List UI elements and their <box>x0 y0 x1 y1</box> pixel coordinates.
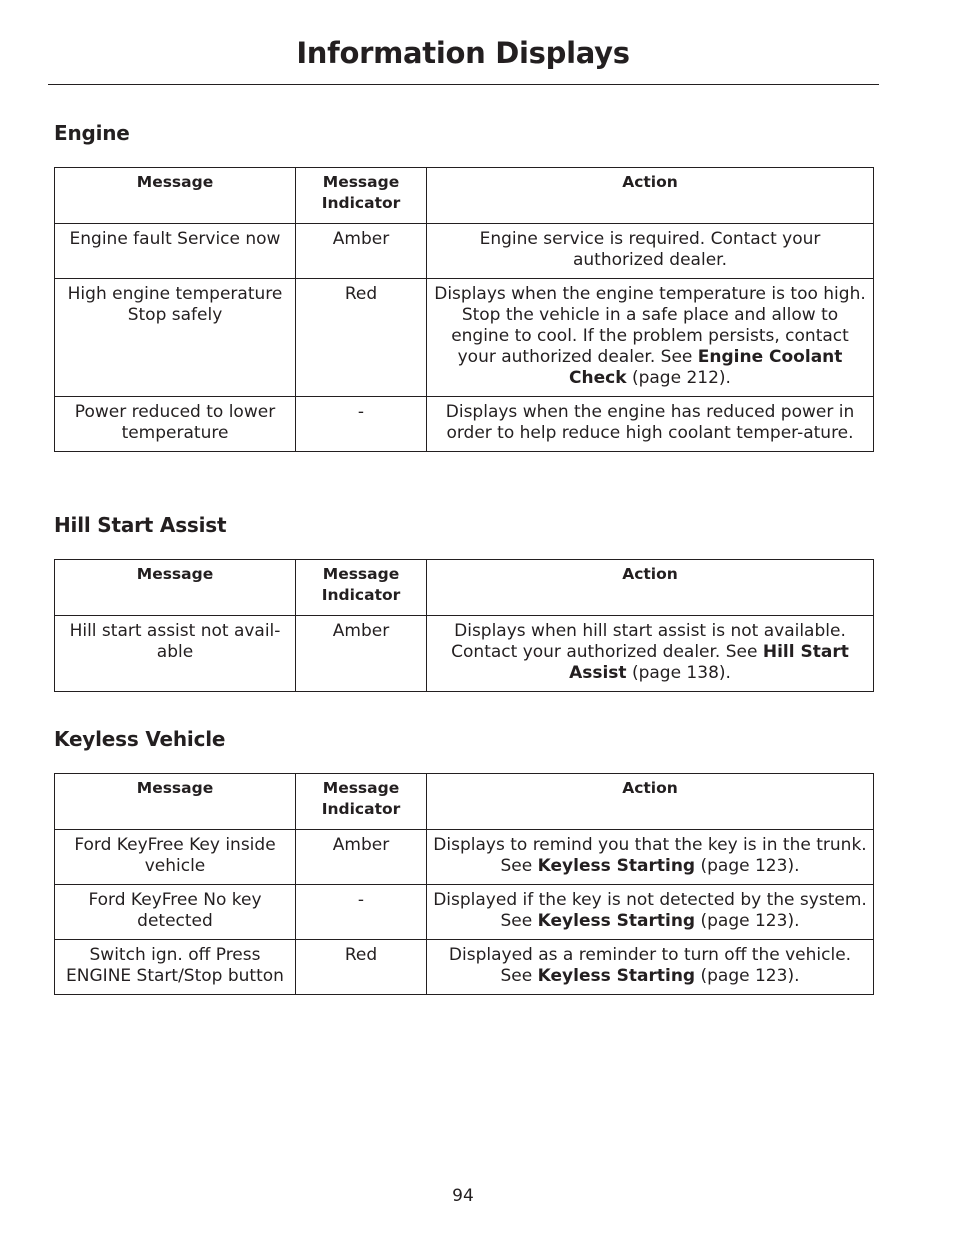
page-reference: (page 123). <box>700 911 800 931</box>
header-indicator: Message Indicator <box>296 560 427 616</box>
cross-reference-link[interactable]: Keyless Starting <box>537 856 696 876</box>
header-message: Message <box>55 774 296 830</box>
section-heading-engine: Engine <box>54 121 130 145</box>
title-divider <box>48 84 879 85</box>
action-cell <box>427 885 874 940</box>
message-cell: Ford KeyFree Key inside vehicle <box>55 830 296 885</box>
message-cell: Hill start assist not avail-able <box>55 616 296 692</box>
indicator-cell: Red <box>296 940 427 995</box>
table-row <box>55 279 874 397</box>
action-text: Displayed as a reminder to turn off the vehicle. See <box>448 945 852 986</box>
section-heading-hill-start-assist: Hill Start Assist <box>54 513 227 537</box>
table-header-row <box>55 168 874 224</box>
header-action: Action <box>427 168 874 224</box>
indicator-cell: - <box>296 885 427 940</box>
section-heading-keyless-vehicle: Keyless Vehicle <box>54 727 226 751</box>
cross-reference-link[interactable]: Hill Start Assist <box>569 642 849 683</box>
action-text: Displays to remind you that the key is in the trunk. See <box>433 835 867 876</box>
header-message: Message <box>55 168 296 224</box>
indicator-cell: Amber <box>296 224 427 279</box>
page-reference: (page 123). <box>700 856 800 876</box>
action-cell <box>427 279 874 397</box>
indicator-cell: Amber <box>296 616 427 692</box>
table-row <box>55 397 874 452</box>
engine-message-table <box>54 167 874 452</box>
table-row <box>55 224 874 279</box>
header-message: Message <box>55 560 296 616</box>
page-title: Information Displays <box>296 36 630 70</box>
action-text: Displays when the engine temperature is too high. Stop the vehicle in a safe place and allow to engine to cool. If the problem persists, contact your authorized dealer. See <box>434 284 866 367</box>
action-text: Displayed if the key is not detected by the system. See <box>433 890 867 931</box>
header-action: Action <box>427 560 874 616</box>
message-cell: Power reduced to lower temperature <box>55 397 296 452</box>
hill-start-assist-message-table <box>54 559 874 692</box>
message-cell: Switch ign. off Press ENGINE Start/Stop button <box>55 940 296 995</box>
cross-reference-link[interactable]: Keyless Starting <box>537 966 696 986</box>
page-number: 94 <box>452 1186 474 1206</box>
action-cell <box>427 224 874 279</box>
cross-reference-link[interactable]: Keyless Starting <box>537 911 696 931</box>
cross-reference-link[interactable]: Engine Coolant Check <box>569 347 843 388</box>
table-row <box>55 830 874 885</box>
page-reference: (page 123). <box>700 966 800 986</box>
keyless-vehicle-message-table <box>54 773 874 995</box>
message-cell: High engine temperature Stop safely <box>55 279 296 397</box>
page-reference: (page 212). <box>631 368 731 388</box>
action-text: Displays when the engine has reduced power in order to help reduce high coolant temper-ature. <box>445 402 855 443</box>
action-cell <box>427 830 874 885</box>
table-row <box>55 885 874 940</box>
action-text: Displays when hill start assist is not available. Contact your authorized dealer. See <box>451 621 846 662</box>
indicator-cell: Red <box>296 279 427 397</box>
action-cell <box>427 940 874 995</box>
indicator-cell: - <box>296 397 427 452</box>
header-action: Action <box>427 774 874 830</box>
table-row <box>55 616 874 692</box>
indicator-cell: Amber <box>296 830 427 885</box>
message-cell: Engine fault Service now <box>55 224 296 279</box>
header-indicator: Message Indicator <box>296 168 427 224</box>
table-header-row <box>55 560 874 616</box>
action-text: Engine service is required. Contact your authorized dealer. <box>479 229 821 270</box>
page-reference: (page 138). <box>631 663 731 683</box>
message-cell: Ford KeyFree No key detected <box>55 885 296 940</box>
action-cell <box>427 616 874 692</box>
table-header-row <box>55 774 874 830</box>
action-cell <box>427 397 874 452</box>
table-row <box>55 940 874 995</box>
header-indicator: Message Indicator <box>296 774 427 830</box>
